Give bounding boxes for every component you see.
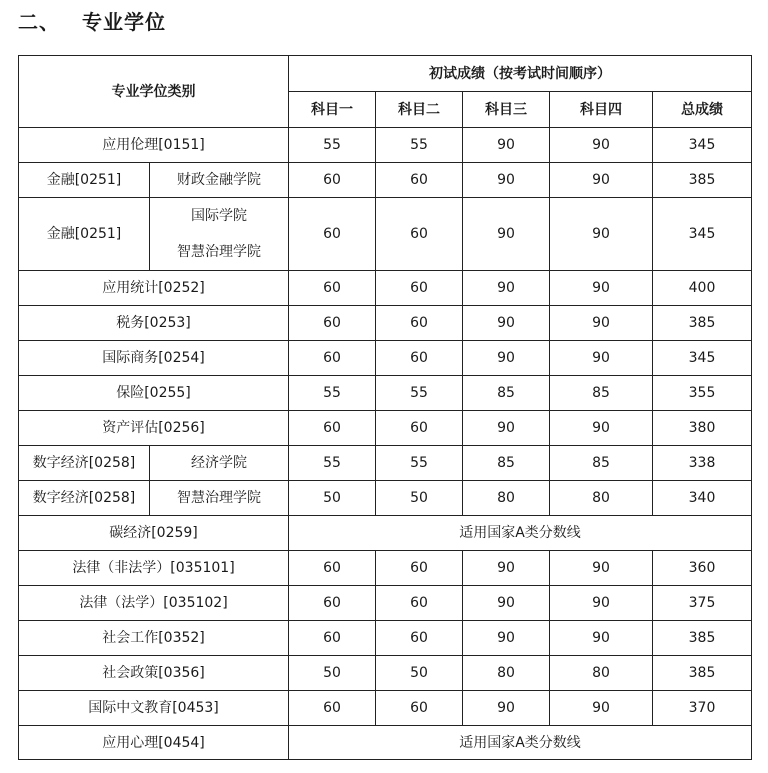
score-cell: 90 [550,691,653,726]
table-row [19,691,752,726]
total-cell: 370 [653,691,752,726]
category-cell: 金融[0251] [19,163,150,198]
total-cell: 400 [653,271,752,306]
section-heading [18,6,166,35]
score-cell: 80 [550,481,653,516]
score-cell: 80 [463,656,550,691]
total-cell: 345 [653,198,752,271]
table-row [19,376,752,411]
score-cell: 55 [289,376,376,411]
table-row [19,198,752,271]
score-cell: 60 [376,551,463,586]
score-cell: 90 [550,271,653,306]
table-row [19,726,752,760]
score-cell: 90 [550,198,653,271]
score-cell: 90 [463,128,550,163]
score-cell: 55 [289,446,376,481]
score-cell: 60 [289,198,376,271]
score-cell: 60 [376,198,463,271]
table-row [19,621,752,656]
score-cell: 55 [376,376,463,411]
score-cell: 50 [376,481,463,516]
score-cell: 85 [550,376,653,411]
score-cell: 60 [376,341,463,376]
national-line-note: 适用国家A类分数线 [289,516,752,551]
table-row [19,128,752,163]
category-cell: 保险[0255] [19,376,289,411]
category-cell: 社会工作[0352] [19,621,289,656]
score-cell: 90 [463,271,550,306]
score-cell: 85 [463,376,550,411]
category-cell: 税务[0253] [19,306,289,341]
section-title: 专业学位 [82,10,166,34]
category-cell: 社会政策[0356] [19,656,289,691]
score-cell: 50 [376,656,463,691]
category-cell: 国际商务[0254] [19,341,289,376]
table-row [19,411,752,446]
score-cell: 60 [376,306,463,341]
score-cell: 60 [289,306,376,341]
group-header: 初试成绩（按考试时间顺序） [289,56,752,92]
score-cell: 60 [376,586,463,621]
score-cell: 90 [550,586,653,621]
score-cell: 90 [463,586,550,621]
subject-4-header: 科目四 [550,92,653,128]
subject-2-header: 科目二 [376,92,463,128]
college-name: 国际学院 [191,208,247,224]
category-cell: 应用统计[0252] [19,271,289,306]
score-cell: 60 [376,691,463,726]
category-cell: 法律（法学）[035102] [19,586,289,621]
score-cell: 85 [550,446,653,481]
category-header: 专业学位类别 [19,56,289,128]
score-cell: 55 [376,446,463,481]
subject-3-header: 科目三 [463,92,550,128]
category-cell: 数字经济[0258] [19,446,150,481]
table-row [19,516,752,551]
score-cell: 60 [376,163,463,198]
section-number: 二、 [18,10,60,34]
score-cell: 60 [289,621,376,656]
table-row [19,446,752,481]
score-cell: 55 [289,128,376,163]
score-cell: 90 [463,621,550,656]
score-cell: 90 [463,198,550,271]
college-cell: 财政金融学院 [150,163,289,198]
table-row [19,271,752,306]
table-row [19,306,752,341]
score-cell: 60 [289,163,376,198]
subject-1-header: 科目一 [289,92,376,128]
score-cell: 80 [550,656,653,691]
score-cell: 60 [376,621,463,656]
table-row [19,586,752,621]
national-line-note: 适用国家A类分数线 [289,726,752,760]
college-cell [150,198,289,271]
total-cell: 345 [653,128,752,163]
score-cell: 90 [550,551,653,586]
category-cell: 数字经济[0258] [19,481,150,516]
total-cell: 385 [653,306,752,341]
score-cell: 60 [289,341,376,376]
score-cell: 90 [463,163,550,198]
total-cell: 385 [653,656,752,691]
total-cell: 338 [653,446,752,481]
score-cell: 90 [550,163,653,198]
total-cell: 375 [653,586,752,621]
category-cell: 应用心理[0454] [19,726,289,760]
score-cell: 90 [550,128,653,163]
total-cell: 385 [653,163,752,198]
score-cell: 60 [289,271,376,306]
college-cell: 经济学院 [150,446,289,481]
college-cell: 智慧治理学院 [150,481,289,516]
table-row [19,551,752,586]
total-header: 总成绩 [653,92,752,128]
score-table [18,55,752,760]
score-cell: 90 [463,691,550,726]
score-cell: 90 [463,411,550,446]
category-cell: 金融[0251] [19,198,150,271]
table-row [19,656,752,691]
table-row [19,163,752,198]
category-cell: 国际中文教育[0453] [19,691,289,726]
total-cell: 385 [653,621,752,656]
score-cell: 50 [289,656,376,691]
score-cell: 60 [289,551,376,586]
score-cell: 60 [289,691,376,726]
score-cell: 90 [550,306,653,341]
total-cell: 355 [653,376,752,411]
total-cell: 345 [653,341,752,376]
category-cell: 资产评估[0256] [19,411,289,446]
total-cell: 380 [653,411,752,446]
score-cell: 85 [463,446,550,481]
total-cell: 360 [653,551,752,586]
score-cell: 60 [289,411,376,446]
score-cell: 90 [463,551,550,586]
score-cell: 90 [463,306,550,341]
score-cell: 60 [376,271,463,306]
header-row-1 [19,56,752,92]
score-cell: 90 [550,621,653,656]
category-cell: 碳经济[0259] [19,516,289,551]
table-row [19,341,752,376]
score-cell: 90 [463,341,550,376]
score-cell: 60 [289,586,376,621]
table-row [19,481,752,516]
total-cell: 340 [653,481,752,516]
category-cell: 应用伦理[0151] [19,128,289,163]
score-cell: 55 [376,128,463,163]
category-cell: 法律（非法学）[035101] [19,551,289,586]
college-name: 智慧治理学院 [177,244,261,260]
score-cell: 50 [289,481,376,516]
score-cell: 90 [550,341,653,376]
score-cell: 80 [463,481,550,516]
score-cell: 90 [550,411,653,446]
score-cell: 60 [376,411,463,446]
